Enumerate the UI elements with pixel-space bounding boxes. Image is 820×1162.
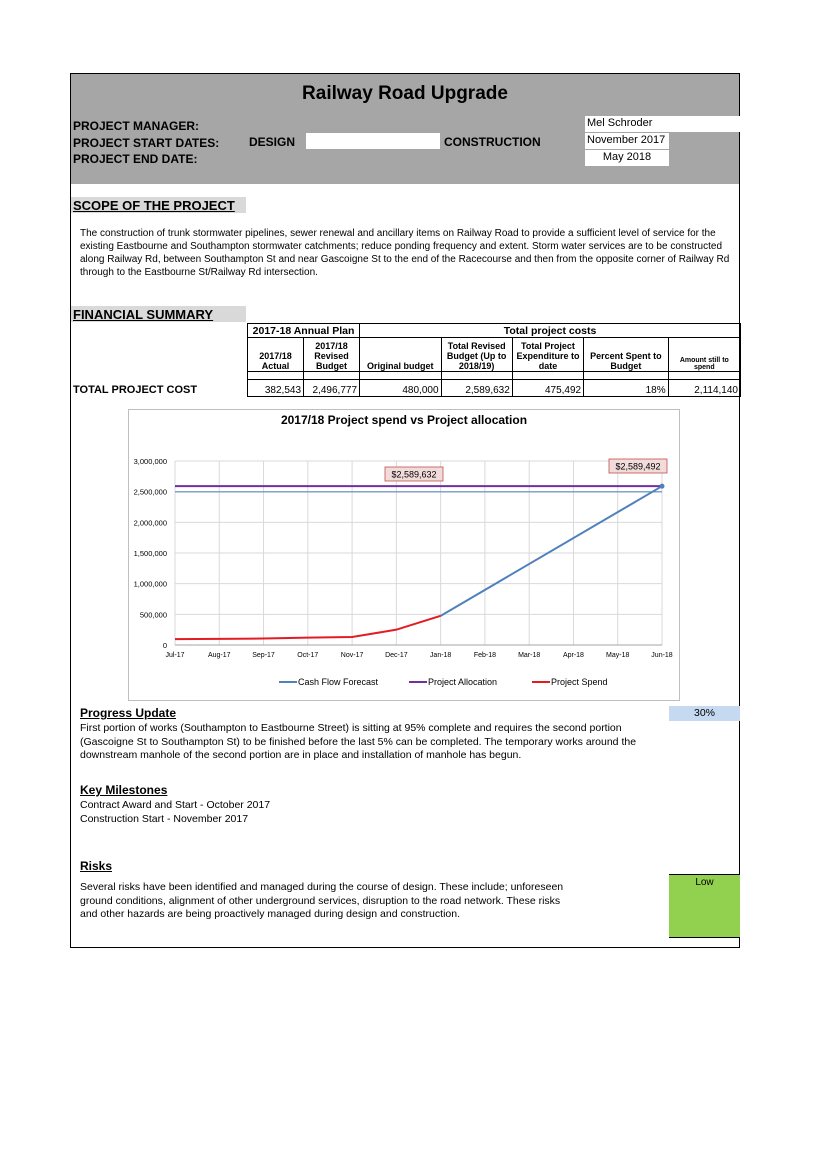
x-tick-label: Aug-17 xyxy=(207,652,231,659)
legend-label: Project Spend xyxy=(551,677,608,687)
design-date-field xyxy=(306,133,440,149)
col-total-revised: Total Revised Budget (Up to 2018/19) xyxy=(441,338,512,372)
page-title: Railway Road Upgrade xyxy=(302,83,508,104)
x-tick-label: Mar-18 xyxy=(518,652,541,659)
col-revised: 2017/18 Revised Budget xyxy=(304,338,360,372)
x-tick-label: Jul-17 xyxy=(165,652,185,659)
scope-heading: SCOPE OF THE PROJECT xyxy=(73,198,235,213)
project-manager-value: Mel Schroder xyxy=(587,117,653,129)
col-remaining: Amount still to spend xyxy=(668,338,740,372)
scope-text xyxy=(80,227,740,279)
col-original: Original budget xyxy=(360,338,441,372)
x-tick-label: Oct-17 xyxy=(297,652,319,659)
milestones-heading: Key Milestones xyxy=(80,783,168,797)
financial-heading: FINANCIAL SUMMARY xyxy=(73,307,214,322)
percent-value: 18% xyxy=(584,380,669,397)
y-tick-label: 500,000 xyxy=(139,610,167,620)
original-value: 480,000 xyxy=(360,380,441,397)
construction-date-box xyxy=(585,133,669,149)
design-label: DESIGN xyxy=(249,135,296,149)
progress-line: First portion of works (Southampton to Eastbourne Street) is sitting at 95% complete and requires the second portion xyxy=(80,722,622,734)
risks-text xyxy=(80,881,640,922)
progress-percent-badge: 30% xyxy=(669,706,740,721)
financial-summary-table xyxy=(247,323,741,397)
construction-date-value: November 2017 xyxy=(587,134,666,146)
total-project-cost-label: TOTAL PROJECT COST xyxy=(73,384,198,396)
remaining-value: 2,114,140 xyxy=(668,380,740,397)
forecast-end-point xyxy=(660,484,665,489)
y-tick-label: 1,500,000 xyxy=(133,549,167,558)
chart-svg xyxy=(129,410,679,700)
risk-level-badge: Low xyxy=(669,874,740,938)
scope-line: The construction of trunk stormwater pipelines, sewer renewal and ancillary items on Railway Road to provide a sufficient level of service for the xyxy=(80,228,716,239)
scope-line: along Railway Rd, between Southampton St and near Gascoigne St to the end of the Racecourse and then from the opposite corner of Railway Rd xyxy=(80,254,730,265)
x-tick-label: Dec-17 xyxy=(385,652,408,659)
y-tick-label: 1,000,000 xyxy=(133,579,167,589)
end-date-box xyxy=(585,150,669,166)
x-tick-label: Feb-18 xyxy=(473,652,497,659)
end-date-label: PROJECT END DATE: xyxy=(73,152,198,166)
project-report-sheet xyxy=(70,73,740,948)
y-tick-label: 0 xyxy=(162,641,167,650)
risk-line: Several risks have been identified and managed during the course of design. These include; unforeseen xyxy=(80,881,564,893)
milestone-item: Construction Start - November 2017 xyxy=(80,812,249,825)
expenditure-value: 475,492 xyxy=(512,380,583,397)
milestones-list xyxy=(80,799,270,826)
cash-flow-forecast-line xyxy=(441,486,662,616)
project-manager-box xyxy=(585,116,740,132)
header-band xyxy=(71,74,739,184)
legend-label: Cash Flow Forecast xyxy=(298,677,379,687)
progress-heading: Progress Update xyxy=(80,706,177,720)
construction-label: CONSTRUCTION xyxy=(444,135,541,149)
scope-line: existing Eastbourne and Southampton stormwater catchments; reduce ponding frequency and extent. Storm water services are to be constructed xyxy=(80,241,723,252)
legend-label: Project Allocation xyxy=(428,677,498,687)
revised-value: 2,496,777 xyxy=(304,380,360,397)
y-tick-label: 2,500,000 xyxy=(133,487,167,497)
y-tick-label: 2,000,000 xyxy=(133,518,167,528)
spend-vs-allocation-chart xyxy=(128,409,680,701)
x-tick-label: May-18 xyxy=(606,652,630,659)
total-revised-value: 2,589,632 xyxy=(441,380,512,397)
start-dates-label: PROJECT START DATES: xyxy=(73,136,220,150)
project-manager-label: PROJECT MANAGER: xyxy=(73,119,200,133)
y-tick-label: 3,000,000 xyxy=(133,457,167,466)
risks-heading: Risks xyxy=(80,859,113,873)
actual-value: 382,543 xyxy=(248,380,304,397)
total-costs-header: Total project costs xyxy=(360,324,741,338)
x-tick-label: Jan-18 xyxy=(429,652,452,659)
scope-line: through to the Eastbourne St/Railway Rd intersection. xyxy=(80,267,318,278)
forecast-callout: $2,589,492 xyxy=(615,461,661,472)
x-tick-label: Nov-17 xyxy=(340,652,364,659)
col-percent: Percent Spent to Budget xyxy=(584,338,669,372)
end-date-value: May 2018 xyxy=(602,151,652,163)
allocation-callout: $2,589,632 xyxy=(391,469,437,480)
annual-plan-header: 2017-18 Annual Plan xyxy=(248,324,360,338)
col-actual: 2017/18 Actual xyxy=(248,338,304,372)
x-tick-label: Sep-17 xyxy=(252,652,275,659)
x-tick-label: Apr-18 xyxy=(562,652,584,659)
progress-line: downstream manhole of the second portion are in place and installation of manhole has begun. xyxy=(80,749,522,761)
chart-title: 2017/18 Project spend vs Project allocation xyxy=(280,413,528,427)
col-expenditure: Total Project Expenditure to date xyxy=(512,338,583,372)
risk-line: and other hazards are being proactively managed during design and construction. xyxy=(80,908,460,920)
milestone-item: Contract Award and Start - October 2017 xyxy=(80,799,271,811)
progress-text xyxy=(80,722,670,763)
x-tick-label: Jun-18 xyxy=(651,652,673,659)
progress-line: (Gascoigne St to Southampton St) to be finished before the last 5% can be completed. The temporary works around the xyxy=(80,735,637,748)
risk-line: ground conditions, alignment of other underground services, disruption to the road network. These risks xyxy=(80,894,561,907)
